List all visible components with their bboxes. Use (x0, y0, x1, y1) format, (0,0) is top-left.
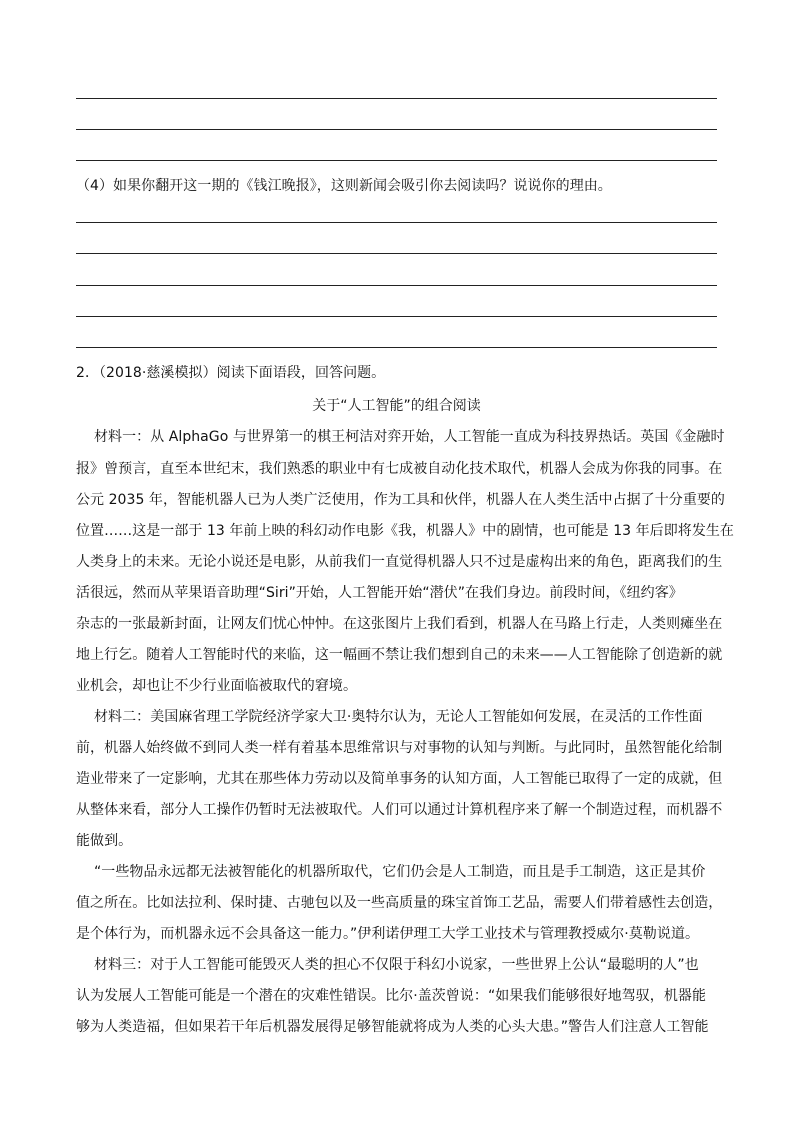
passage-line: 报》曾预言，直至本世纪末，我们熟悉的职业中有七成被自动化技术取代，机器人会成为你我的同事。在 (76, 461, 723, 477)
passage-line: 能做到。 (76, 833, 133, 849)
passage-line: 值之所在。比如法拉利、保时捷、古驰包以及一些高质量的珠宝首饰工艺品，需要人们带着感性去创造， (76, 895, 723, 911)
passage-line: 公元 2035 年，智能机器人已为人类广泛使用，作为工具和伙伴，机器人在人类生活中占据了十分重要的 (76, 492, 725, 508)
passage-line: 造业带来了一定影响，尤其在那些体力劳动以及简单事务的认知方面，人工智能已取得了一定的成就，但 (76, 771, 723, 787)
answer-line[interactable] (76, 98, 717, 99)
passage-line: 够为人类造福，但如果若干年后机器发展得足够智能就将成为人类的心头大患。”警告人们注意人工智能 (76, 1019, 709, 1035)
answer-line[interactable] (76, 129, 717, 130)
answer-line[interactable] (76, 347, 717, 348)
passage-line: 业机会，却也让不少行业面临被取代的窘境。 (76, 678, 357, 694)
passage-line: 材料二：美国麻省理工学院经济学家大卫·奥特尔认为，无论人工智能如何发展，在灵活的工作性面 (76, 709, 703, 725)
passage-line: 活很远，然而从苹果语音助理“Siri”开始，人工智能开始“潜伏”在我们身边。前段时间，《纽约客》 (76, 585, 683, 601)
passage-title: 关于“人工智能”的组合阅读 (312, 398, 481, 414)
passage-line: 前，机器人始终做不到同人类一样有着基本思维常识与对事物的认知与判断。与此同时，虽然智能化给制 (76, 740, 723, 756)
question-2-heading: 2．（2018·慈溪模拟）阅读下面语段，回答问题。 (76, 365, 386, 381)
passage-line: 材料三：对于人工智能可能毁灭人类的担心不仅限于科幻小说家，一些世界上公认“最聪明的人”也 (76, 957, 699, 973)
passage-line: 人类身上的未来。无论小说还是电影，从前我们一直觉得机器人只不过是虚构出来的角色，距离我们的生 (76, 554, 723, 570)
passage-line: 位置……这是一部于 13 年前上映的科幻动作电影《我，机器人》中的剧情，也可能是 13 年后即将发生在 (76, 523, 734, 539)
passage-line: 杂志的一张最新封面，让网友们忧心忡忡。在这张图片上我们看到，机器人在马路上行走，人类则瘫坐在 (76, 616, 723, 632)
answer-line[interactable] (76, 160, 717, 161)
passage-line: 材料一：从 AlphaGo 与世界第一的棋王柯洁对弈开始，人工智能一直成为科技界热话。英国《金融时 (76, 429, 725, 445)
answer-line[interactable] (76, 285, 717, 286)
answer-line[interactable] (76, 253, 717, 254)
passage-line: “一些物品永远都无法被智能化的机器所取代，它们仍会是人工制造，而且是手工制造，这正是其价 (76, 864, 706, 880)
answer-line[interactable] (76, 222, 717, 223)
passage-line: 地上行乞。随着人工智能时代的来临，这一幅画不禁让我们想到自己的未来——人工智能除了创造新的就 (76, 647, 723, 663)
passage-line: 是个体行为，而机器永远不会具备这一能力。”伊利诺伊理工大学工业技术与管理教授威尔·莫勒说道。 (76, 926, 699, 942)
passage-line: 认为发展人工智能可能是一个潜在的灾难性错误。比尔·盖茨曾说：“如果我们能够很好地驾驭，机器能 (76, 988, 706, 1004)
passage-line: 从整体来看，部分人工操作仍暂时无法被取代。人们可以通过计算机程序来了解一个制造过程，而机器不 (76, 802, 723, 818)
answer-line[interactable] (76, 316, 717, 317)
question-4-prompt: （4）如果你翻开这一期的《钱江晚报》，这则新闻会吸引你去阅读吗？说说你的理由。 (76, 178, 612, 194)
